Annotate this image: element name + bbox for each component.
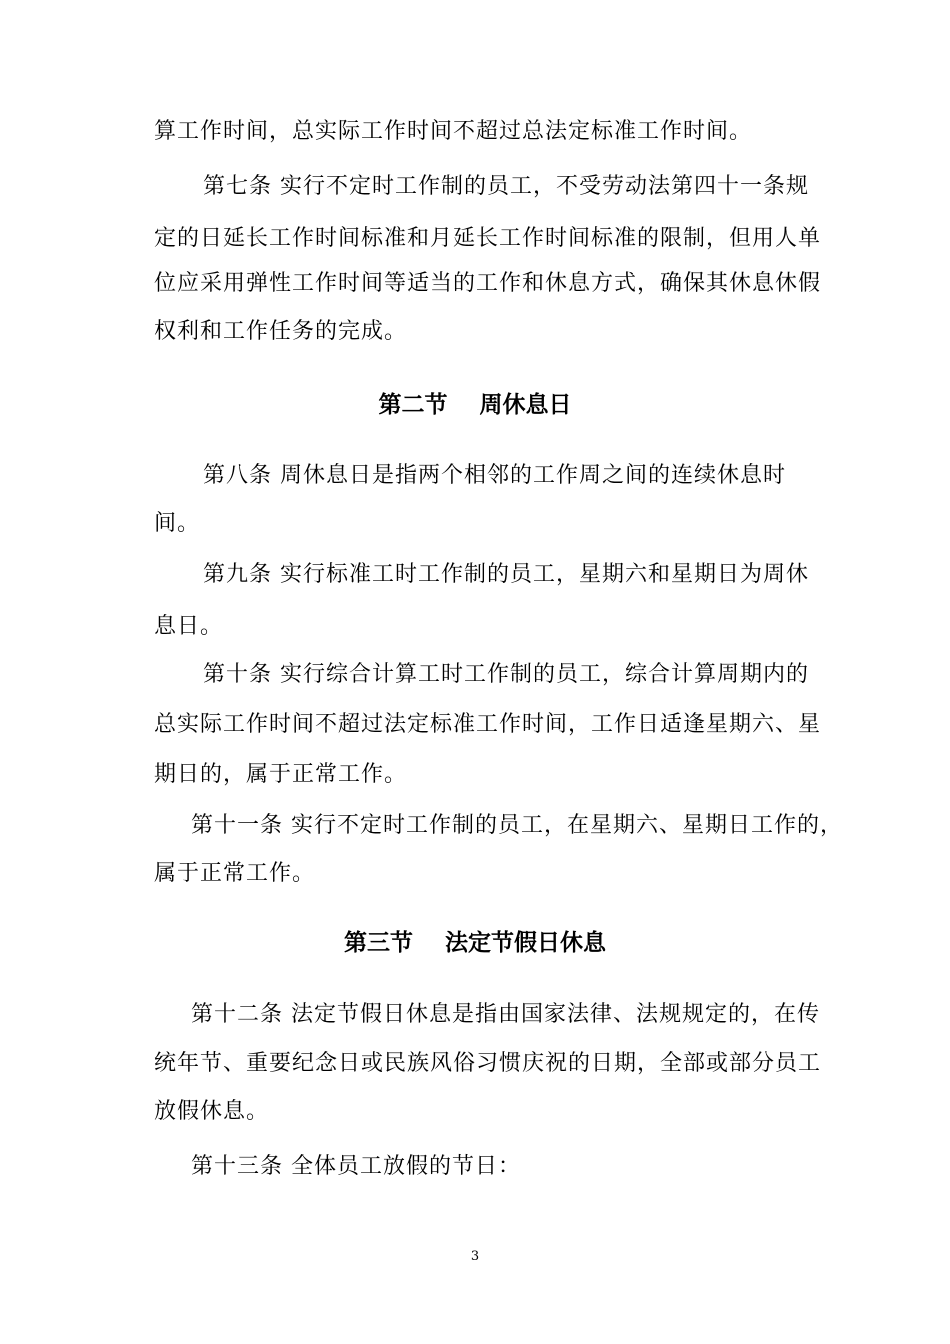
paragraph-line: 属于正常工作。 xyxy=(154,861,316,886)
paragraph-line: 统年节、重要纪念日或民族风俗习惯庆祝的日期，全部或部分员工 xyxy=(154,1051,822,1076)
section-heading-2: 第二节 周休息日 xyxy=(378,392,572,418)
article-13-line: 第十三条 全体员工放假的节日： xyxy=(191,1154,521,1179)
paragraph-line: 算工作时间，总实际工作时间不超过总法定标准工作时间。 xyxy=(154,119,753,144)
article-12-line: 第十二条 法定节假日休息是指由国家法律、法规规定的，在传 xyxy=(191,1002,820,1027)
article-8-line: 第八条 周休息日是指两个相邻的工作周之间的连续休息时 xyxy=(203,463,786,488)
section-heading-3: 第三节 法定节假日休息 xyxy=(343,930,607,956)
paragraph-line: 间。 xyxy=(154,511,201,536)
page-number: 3 xyxy=(470,1249,480,1264)
paragraph-line: 期日的，属于正常工作。 xyxy=(154,762,408,787)
paragraph-line: 权利和工作任务的完成。 xyxy=(154,319,408,344)
article-10-line: 第十条 实行综合计算工时工作制的员工，综合计算周期内的 xyxy=(203,662,809,687)
paragraph-line: 位应采用弹性工作时间等适当的工作和休息方式，确保其休息休假 xyxy=(154,271,822,296)
article-11-line: 第十一条 实行不定时工作制的员工，在星期六、星期日工作的， xyxy=(191,813,843,838)
paragraph-line: 定的日延长工作时间标准和月延长工作时间标准的限制，但用人单 xyxy=(154,226,822,251)
paragraph-line: 放假休息。 xyxy=(154,1099,270,1124)
paragraph-line: 息日。 xyxy=(154,614,224,639)
article-7-line: 第七条 实行不定时工作制的员工，不受劳动法第四十一条规 xyxy=(203,174,809,199)
article-9-line: 第九条 实行标准工时工作制的员工，星期六和星期日为周休 xyxy=(203,562,809,587)
paragraph-line: 总实际工作时间不超过法定标准工作时间，工作日适逢星期六、星 xyxy=(154,712,822,737)
